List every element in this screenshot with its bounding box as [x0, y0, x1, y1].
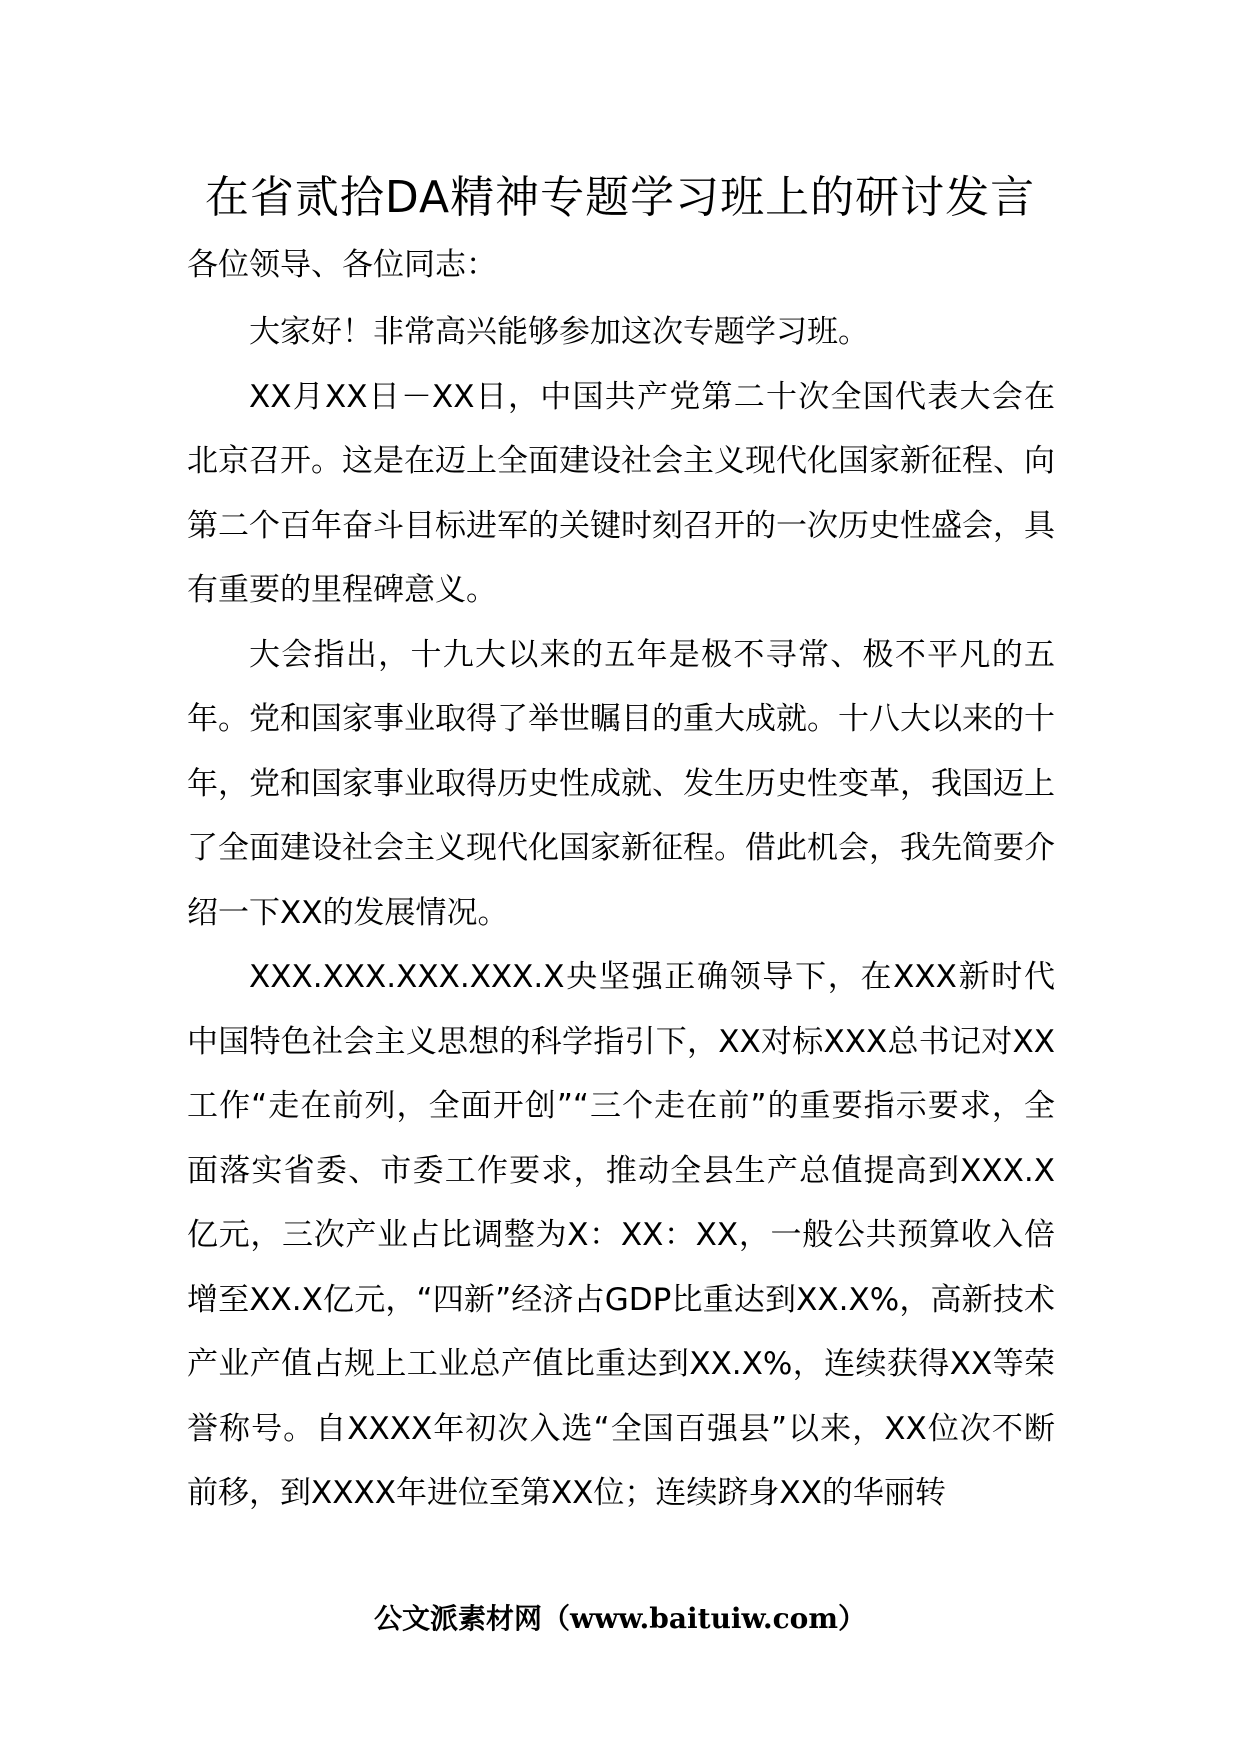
paragraph: XX月XX日－XX日，中国共产党第二十次全国代表大会在北京召开。这是在迈上全面建设社会主义现代化国家新征程、向第二个百年奋斗目标进军的关键时刻召开的一次历史性盛会，具有重要的里程碑意义。	[187, 378, 1055, 608]
paragraph: 大会指出，十九大以来的五年是极不寻常、极不平凡的五年。党和国家事业取得了举世瞩目的重大成就。十八大以来的十年，党和国家事业取得历史性成就、发生历史性变革，我国迈上了全面建设社会主义现代化国家新征程。借此机会，我先简要介绍一下XX的发展情况。	[187, 636, 1055, 931]
footer-source: 公文派素材网（www.baituiw.com）	[374, 1602, 866, 1635]
salutation: 各位领导、各位同志：	[187, 247, 497, 283]
paragraph: XXX.XXX.XXX.XXX.X央坚强正确领导下，在XXX新时代中国特色社会主义思想的科学指引下，XX对标XXX总书记对XX工作“走在前列，全面开创”“三个走在前”的重要指示要求，全面落实省委、市委工作要求，推动全县生产总值提高到XXX.X亿元，三次产业占比调整为X：XX：XX，一般公共预算收入倍增至XX.X亿元，“四新”经济占GDP比重达到XX.X%，高新技术产业产值占规上工业总产值比重达到XX.X%，连续获得XX等荣誉称号。自XXXX年初次入选“全国百强县”以来，XX位次不断前移，到XXXX年进位至第XX位；连续跻身XX的华丽转	[187, 959, 1055, 1511]
document-title: 在省贰拾DA精神专题学习班上的研讨发言	[204, 172, 1036, 223]
paragraph: 大家好！非常高兴能够参加这次专题学习班。	[249, 314, 869, 350]
document-body	[187, 300, 1055, 1526]
